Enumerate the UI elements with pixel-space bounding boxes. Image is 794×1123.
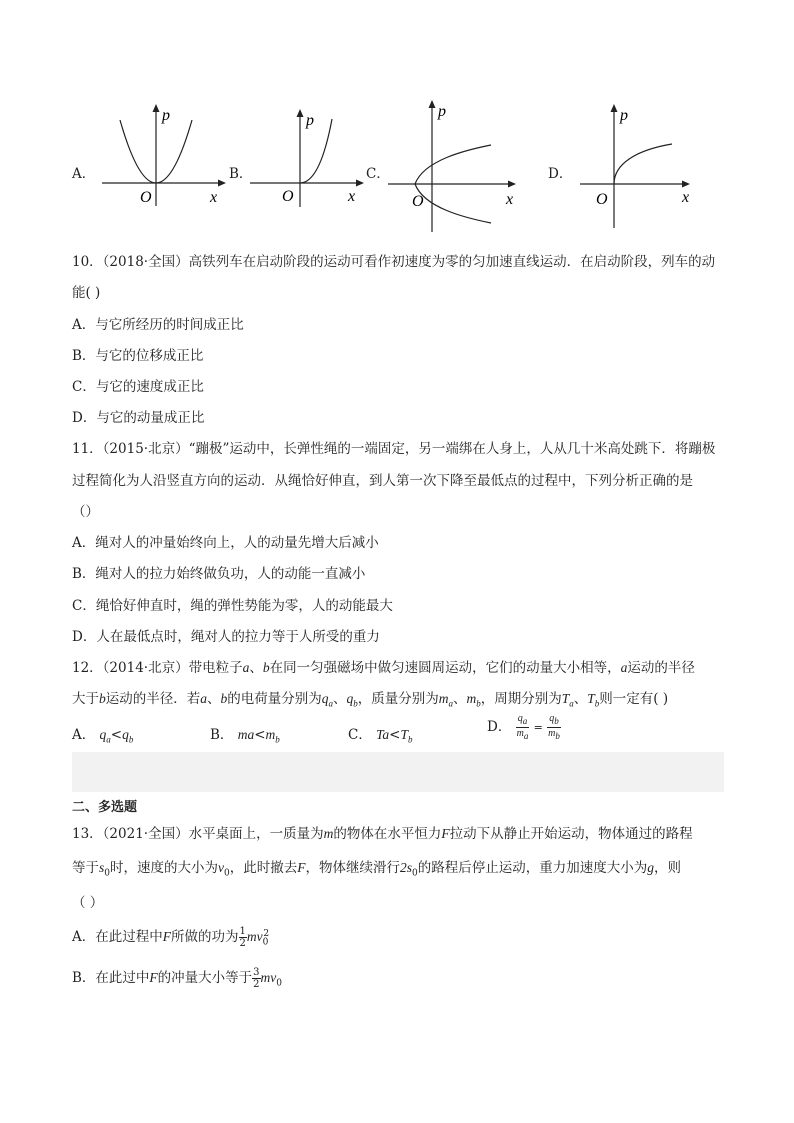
q13-option-b: B．在此过中F的冲量大小等于 $\frac{3}{2}$ $mv_0$ xyxy=(72,967,283,990)
axis-p-label: p xyxy=(162,107,170,124)
graph-a xyxy=(100,100,230,210)
option-d-label: D． xyxy=(548,166,573,182)
q12-option-a: A． $q_a<q_b$ xyxy=(72,727,134,745)
axis-x-label: x xyxy=(210,189,218,206)
axis-p-label: p xyxy=(438,103,446,120)
q12-stem-line2: 大于b运动的半径．若a、b的电荷量分别为$q_a$、$q_b$，质量分别为$m_a$、$m_b$，周期分别为$T_a$、$T_b$则一定有( ) xyxy=(72,691,669,709)
axis-x-label: x xyxy=(682,189,690,206)
origin-label: O xyxy=(412,193,424,210)
q10-option-b: B．与它的位移成正比 xyxy=(72,348,204,364)
graph-b xyxy=(248,105,368,210)
q10-stem-line2: 能( ) xyxy=(72,285,101,301)
q13-stem-line3: （ ） xyxy=(72,895,104,911)
q10-option-d: D．与它的动量成正比 xyxy=(72,410,205,426)
axis-p-label: p xyxy=(306,112,314,129)
q11-option-b: B．绳对人的拉力始终做负功，人的动能一直减小 xyxy=(72,566,366,582)
axis-p-label: p xyxy=(620,107,628,124)
q11-stem-line2: 过程简化为人沿竖直方向的运动．从绳恰好伸直，到人第一次下降至最低点的过程中，下列分析正确的是 xyxy=(72,473,693,489)
graph-d xyxy=(578,100,698,230)
q10-option-a: A．与它所经历的时间成正比 xyxy=(72,317,244,333)
origin-label: O xyxy=(282,188,294,205)
q11-stem-line1: 11．（2015·北京）“蹦极”运动中，长弹性绳的一端固定，另一端绑在人身上，人从几十米高处跳下．将蹦极 xyxy=(72,441,716,457)
option-c-label: C． xyxy=(366,166,390,182)
section-heading: 二、多选题 xyxy=(72,800,138,815)
axis-x-label: x xyxy=(506,191,514,208)
q13-stem-line1: 13．（2021·全国）水平桌面上，一质量为m的物体在水平恒力F拉动下从静止开始运动，物体通过的路程 xyxy=(72,826,693,842)
q12-option-b: B． $ma<m_b$ xyxy=(210,727,280,745)
q10-option-c: C．与它的速度成正比 xyxy=(72,379,204,395)
q11-option-a: A．绳对人的冲量始终向上，人的动量先增大后减小 xyxy=(72,535,379,551)
q13-stem-line2: 等于$s_0$时，速度的大小为$v_0$，此时撤去F，物体继续滑行$2s_0$的路程后停止运动，重力加速度大小为g，则 xyxy=(72,860,681,879)
q11-stem-line3: （） xyxy=(72,504,99,520)
graph-c xyxy=(386,96,526,236)
q11-option-d: D．人在最低点时，绳对人的拉力等于人所受的重力 xyxy=(72,629,380,645)
axis-x-label: x xyxy=(348,188,356,205)
origin-label: O xyxy=(140,189,152,206)
option-b-label: B． xyxy=(229,166,253,182)
q11-option-c: C．绳恰好伸直时，绳的弹性势能为零，人的动能最大 xyxy=(72,598,393,614)
origin-label: O xyxy=(596,191,608,208)
option-a-label: A． xyxy=(72,166,96,182)
answer-blank-area xyxy=(72,752,724,792)
q12-option-c: C． $Ta<T_b$ xyxy=(348,727,413,745)
q10-stem-line1: 10．（2018·全国）高铁列车在启动阶段的运动可看作初速度为零的匀加速直线运动．在启动阶段，列车的动 xyxy=(72,254,716,270)
q13-option-a: A．在此过程中F所做的功为 $\frac{1}{2}$ $mv_0^2$ xyxy=(72,926,270,949)
q12-stem-line1: 12．（2014·北京）带电粒子a、b在同一匀强磁场中做匀速圆周运动，它们的动量大小相等，a运动的半径 xyxy=(72,660,695,676)
q12-option-d: D． $\frac{q_a}{m_a}$ = $\frac{q_b}{m_b}$ xyxy=(487,713,560,741)
